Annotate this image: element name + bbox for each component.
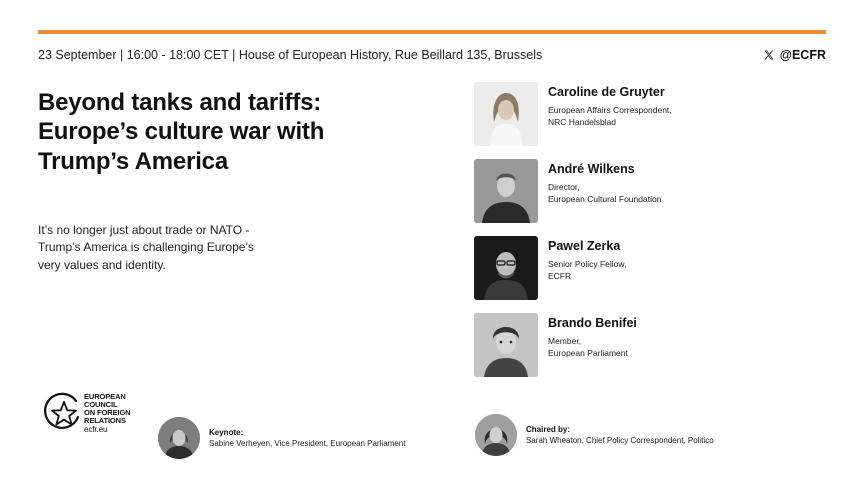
description-line: very values and identity. [38, 257, 166, 272]
ecfr-logo-text [84, 393, 131, 434]
x-logo-icon [763, 49, 775, 61]
event-description [38, 222, 278, 274]
speaker-role [548, 335, 637, 360]
keynote-label: Keynote: [209, 428, 244, 437]
logo-url: ecfr.eu [84, 424, 108, 434]
speaker-role [548, 104, 672, 129]
ecfr-logo[interactable] [40, 390, 131, 434]
speaker-role-line: European Affairs Correspondent, [548, 105, 672, 115]
title-line: Europe’s culture war with [38, 118, 325, 146]
speaker-name: Caroline de Gruyter [548, 85, 665, 99]
speaker-card [474, 236, 626, 300]
event-title [38, 88, 438, 176]
social-handle[interactable] [763, 48, 826, 62]
chair-avatar [475, 414, 517, 456]
accent-bar [38, 30, 826, 34]
speaker-role-line: NRC Handelsblad [548, 117, 617, 128]
speaker-photo [474, 159, 538, 223]
speaker-role-line: European Parliament [548, 348, 628, 359]
logo-line: EUROPEAN [84, 392, 126, 401]
speaker-name: Brando Benifei [548, 316, 637, 330]
speaker-card [474, 159, 661, 223]
title-line: Trump’s America [38, 147, 228, 175]
keynote-credit [158, 417, 405, 459]
speaker-photo [474, 82, 538, 146]
social-handle-text: @ECFR [779, 48, 826, 62]
logo-line: ON FOREIGN [84, 407, 131, 417]
speaker-role-line: ECFR [548, 271, 572, 282]
logo-line: RELATIONS [84, 415, 126, 425]
speaker-role [548, 258, 626, 283]
speaker-photo [474, 236, 538, 300]
description-line: It’s no longer just about trade or NATO - [38, 223, 250, 237]
speaker-role-line: Director, [548, 182, 580, 192]
keynote-detail: Sabine Verheyen, Vice President, European Parliament [209, 439, 406, 448]
speaker-name: Pawel Zerka [548, 239, 621, 253]
speaker-card [474, 82, 672, 146]
ecfr-star-logo-icon [40, 390, 82, 432]
speaker-role-line: Member, [548, 336, 582, 346]
event-info: 23 September | 16:00 - 18:00 CET | House of European History, Rue Beillard 135, Brussels [38, 48, 543, 62]
speaker-role-line: European Cultural Foundation [548, 194, 662, 205]
speaker-name: André Wilkens [548, 162, 635, 176]
chair-credit [475, 414, 714, 456]
speaker-role-line: Senior Policy Fellow, [548, 259, 627, 269]
title-line: Beyond tanks and tariffs: [38, 89, 322, 116]
speaker-card [474, 313, 637, 377]
chair-detail: Sarah Wheaton, Chief Policy Correspondent, Politico [526, 436, 714, 445]
chair-label: Chaired by: [526, 425, 571, 434]
logo-line: COUNCIL [84, 399, 118, 409]
speaker-role [548, 181, 661, 206]
description-line: Trump’s America is challenging Europe’s [38, 240, 254, 255]
keynote-avatar [158, 417, 200, 459]
speaker-photo [474, 313, 538, 377]
